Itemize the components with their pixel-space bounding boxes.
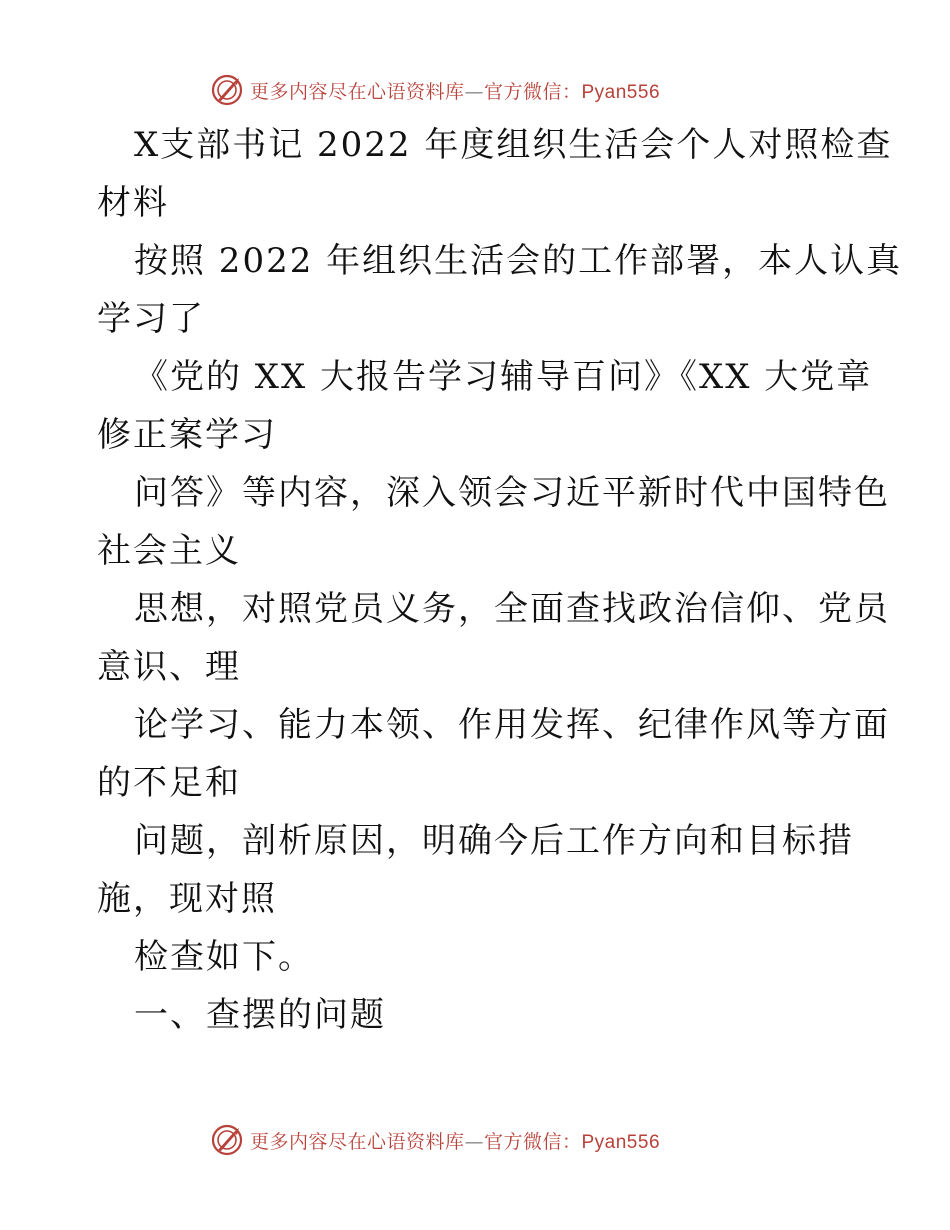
watermark-text: 更多内容尽在心语资料库—官方微信：Pyan556 — [249, 1130, 661, 1153]
paragraph-line: 施，现对照 — [97, 879, 277, 919]
paragraph-line: 学习了 — [97, 299, 205, 339]
paragraph-line: 问答》等内容，深入领会习近平新时代中国特色 — [134, 473, 890, 513]
section-heading: 一、查摆的问题 — [134, 995, 386, 1035]
paragraph-line: 按照 2022 年组织生活会的工作部署，本人认真 — [134, 241, 903, 281]
header-watermark — [0, 70, 950, 110]
paragraph-line: 修正案学习 — [97, 415, 277, 455]
paragraph-line: 检查如下。 — [134, 937, 314, 977]
document-body — [97, 116, 903, 1044]
paragraph-line: 思想，对照党员义务，全面查找政治信仰、党员 — [134, 589, 890, 629]
quill-seal-icon — [210, 1123, 244, 1157]
paragraph-line: 《党的 XX 大报告学习辅导百问》《XX 大党章 — [134, 357, 873, 397]
paragraph-line: 论学习、能力本领、作用发挥、纪律作风等方面 — [134, 705, 890, 745]
title-line-2: 材料 — [97, 183, 169, 223]
footer-watermark — [0, 1120, 950, 1160]
watermark-text: 更多内容尽在心语资料库—官方微信：Pyan556 — [249, 80, 661, 103]
title-line-1: X支部书记 2022 年度组织生活会个人对照检查 — [134, 125, 893, 165]
paragraph-line: 意识、理 — [97, 647, 241, 687]
quill-seal-icon — [210, 73, 244, 107]
paragraph-line: 问题，剖析原因，明确今后工作方向和目标措 — [134, 821, 854, 861]
paragraph-line: 的不足和 — [97, 763, 241, 803]
paragraph-line: 社会主义 — [97, 531, 241, 571]
